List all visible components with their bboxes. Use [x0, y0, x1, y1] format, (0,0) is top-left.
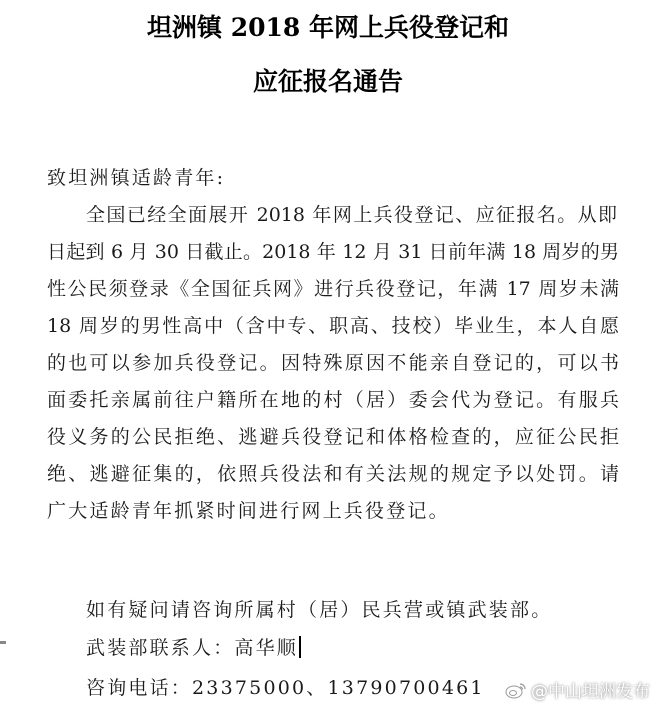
body-line: 性公民须登录《全国征兵网》进行兵役登记，年满 17 周岁未满 — [47, 278, 619, 300]
body-line: 18 周岁的男性高中（含中专、职高、技校）毕业生，本人自愿 — [47, 315, 619, 337]
body-line: 广大适龄青年抓紧时间进行网上兵役登记。 — [47, 500, 450, 522]
watermark-text: @中山坦洲发布 — [531, 682, 650, 702]
phone-line: 咨询电话：23375000、13790700461 — [86, 677, 485, 699]
body-line: 役义务的公民拒绝、逃避兵役登记和体格检查的，应征公民拒 — [47, 426, 619, 448]
body-line: 日起到 6 月 30 日截止。2018 年 12 月 31 日前年满 18 周岁的男 — [47, 241, 619, 263]
body-line: 面委托亲属前往户籍所在地的村（居）委会代为登记。有服兵 — [47, 389, 619, 411]
text-cursor — [299, 636, 301, 658]
contact-text: 武装部联系人：高华顺 — [86, 637, 299, 659]
weibo-icon — [505, 681, 527, 699]
title-line-1: 坦洲镇 2018 年网上兵役登记和 — [147, 13, 509, 42]
body-line: 绝、逃避征集的，依照兵役法和有关法规的规定予以处罚。请 — [47, 463, 619, 485]
inquiry-line: 如有疑问请咨询所属村（居）民兵营或镇武装部。 — [86, 599, 553, 621]
body-line: 全国已经全面展开 2018 年网上兵役登记、应征报名。从即 — [86, 204, 617, 226]
title-line-2: 应征报名通告 — [252, 67, 403, 96]
contact-line[interactable] — [86, 633, 656, 660]
salutation: 致坦洲镇适龄青年: — [47, 167, 226, 189]
watermark — [505, 677, 650, 702]
margin-marker-icon — [0, 641, 6, 644]
body-line: 的也可以参加兵役登记。因特殊原因不能亲自登记的，可以书 — [47, 352, 619, 374]
